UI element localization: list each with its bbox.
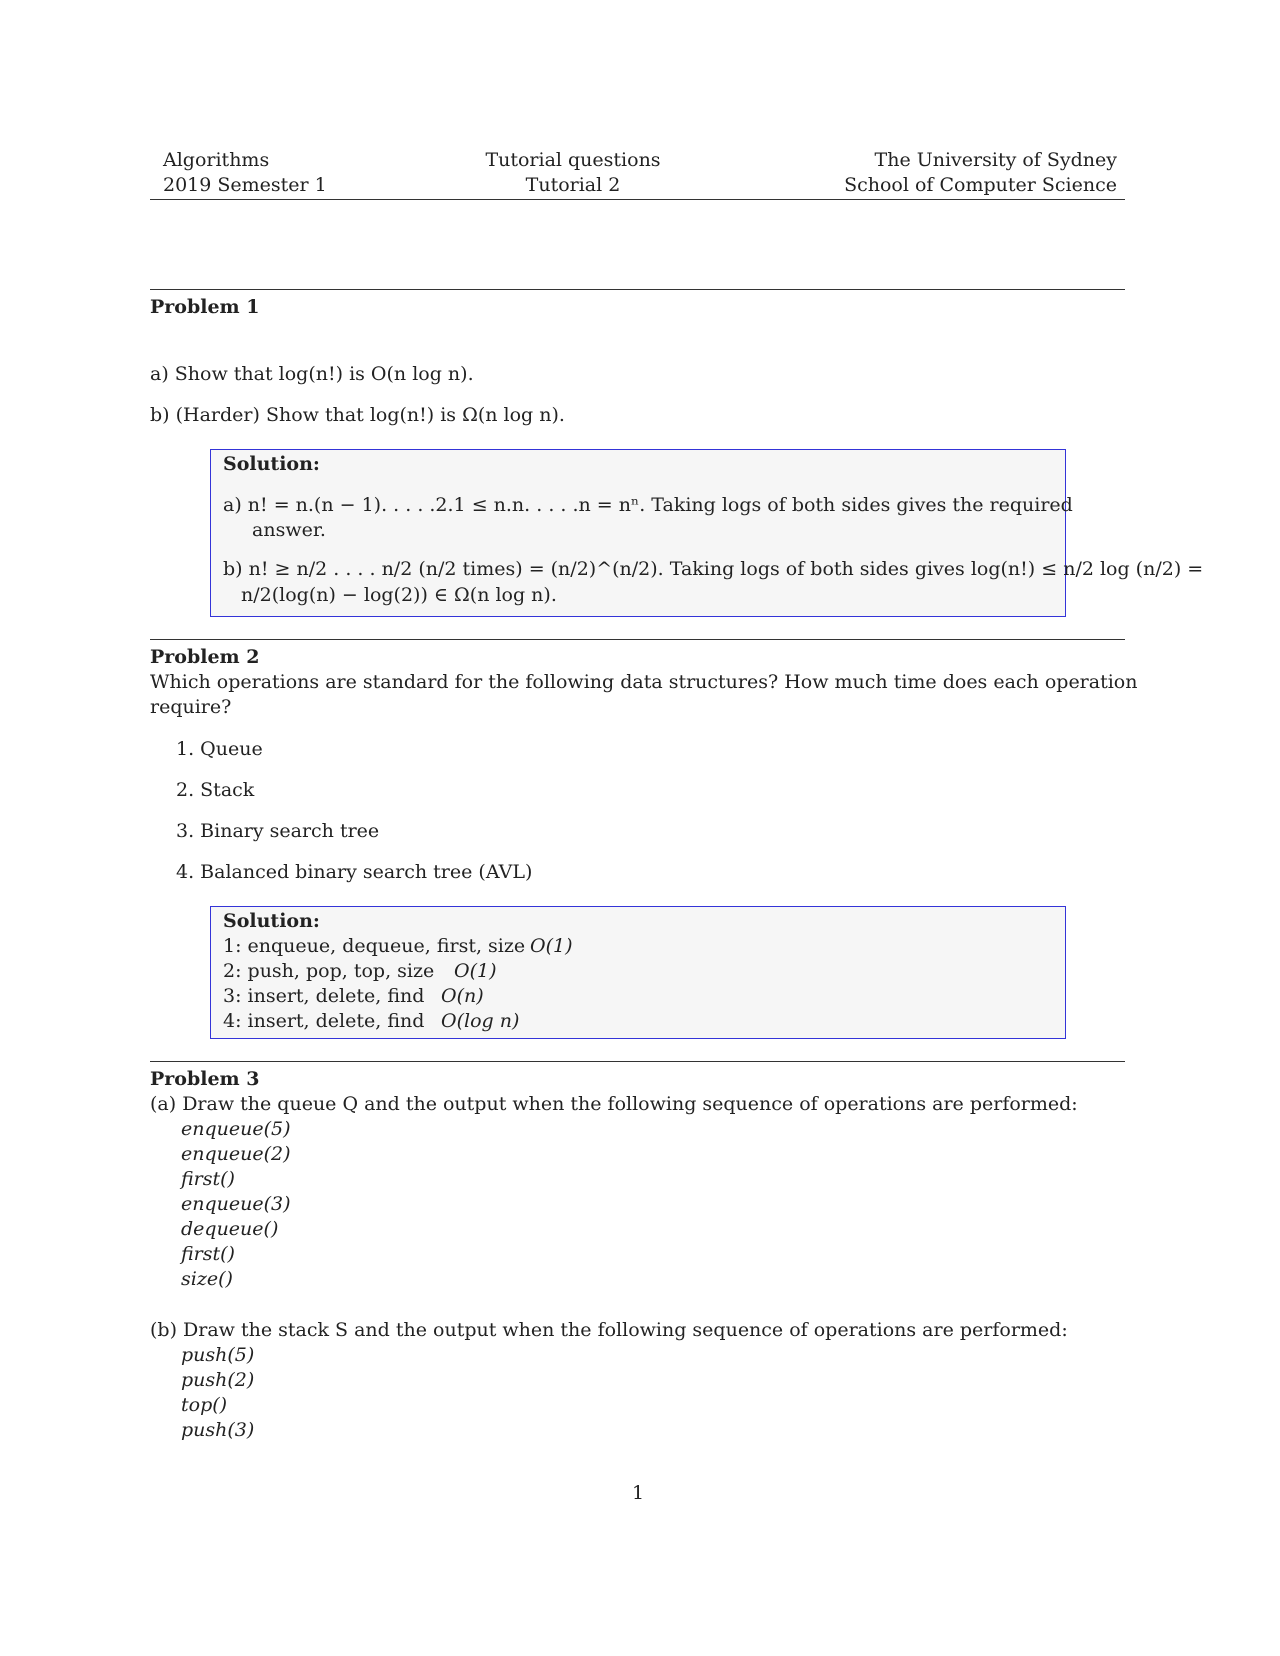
header-left: [163, 148, 327, 198]
queue-operation: enqueue(2): [181, 1143, 291, 1165]
solution-row-time: O(n): [441, 985, 484, 1007]
school: School of Computer Science: [844, 174, 1117, 196]
page-number: 1: [632, 1482, 645, 1504]
queue-operation: size(): [181, 1268, 233, 1290]
course-name: Algorithms: [163, 149, 270, 171]
list-item: 1. Queue: [176, 738, 263, 760]
problem1-rule: [150, 289, 1125, 290]
queue-operation: dequeue(): [181, 1218, 279, 1240]
problem3-part-b: (b) Draw the stack S and the output when the following sequence of operations are performed:: [150, 1319, 1068, 1341]
solution-row-time: O(log n): [441, 1010, 520, 1032]
problem1-solution-box: [210, 449, 1204, 617]
stack-operation: push(5): [181, 1344, 255, 1366]
problem3-part-a: (a) Draw the queue Q and the output when the following sequence of operations are performed:: [150, 1093, 1078, 1115]
problem2-solution-box: [210, 906, 1066, 1039]
problem2-question-line2: require?: [150, 696, 232, 718]
solution-title: Solution:: [223, 910, 320, 932]
problem2-rule: [150, 639, 1125, 640]
list-item: 2. Stack: [176, 779, 255, 801]
solution-b-line1: b) n! ≥ n/2 . . . . n/2 (n/2 times) = (n/2)^(n/2). Taking logs of both sides gives log(n!) ≤ n/2 log (n/2) =: [223, 558, 1204, 580]
solution-row-time: O(1): [454, 960, 497, 982]
solution-title: Solution:: [223, 453, 320, 475]
semester: 2019 Semester 1: [163, 174, 327, 196]
header-right: [844, 148, 1117, 198]
list-item: 4. Balanced binary search tree (AVL): [176, 861, 533, 883]
problem3-title: Problem 3: [150, 1068, 260, 1090]
solution-row-ops: 3: insert, delete, find: [223, 985, 425, 1007]
solution-a-line1: a) n! = n.(n − 1). . . . .2.1 ≤ n.n. . . . .n = nⁿ. Taking logs of both sides gives the required: [223, 494, 1073, 516]
problem1-part-b: b) (Harder) Show that log(n!) is Ω(n log n).: [150, 404, 565, 426]
problem1-title: Problem 1: [150, 296, 260, 318]
queue-operation: enqueue(5): [181, 1118, 291, 1140]
header-rule: [150, 199, 1125, 200]
solution-b-line2: n/2(log(n) − log(2)) ∈ Ω(n log n).: [241, 584, 557, 606]
doc-type: Tutorial questions: [485, 149, 661, 171]
problem2-title: Problem 2: [150, 646, 260, 668]
problem3-rule: [150, 1061, 1125, 1062]
problem2-question-line1: Which operations are standard for the following data structures? How much time does each operation: [150, 671, 1138, 693]
queue-operation: enqueue(3): [181, 1193, 291, 1215]
solution-row-ops: 1: enqueue, dequeue, first, size: [223, 935, 526, 957]
list-item: 3. Binary search tree: [176, 820, 380, 842]
stack-operation: top(): [181, 1394, 228, 1416]
university: The University of Sydney: [874, 149, 1117, 171]
solution-a-line2: answer.: [252, 519, 326, 541]
solution-row-time: O(1): [530, 935, 573, 957]
queue-operation: first(): [181, 1168, 235, 1190]
stack-operation: push(3): [181, 1419, 255, 1441]
stack-operation: push(2): [181, 1369, 255, 1391]
solution-row-ops: 4: insert, delete, find: [223, 1010, 425, 1032]
problem1-part-a: a) Show that log(n!) is O(n log n).: [150, 363, 474, 385]
tutorial-number: Tutorial 2: [525, 174, 621, 196]
solution-row-ops: 2: push, pop, top, size: [223, 960, 435, 982]
header-center: [473, 148, 673, 198]
queue-operation: first(): [181, 1243, 235, 1265]
